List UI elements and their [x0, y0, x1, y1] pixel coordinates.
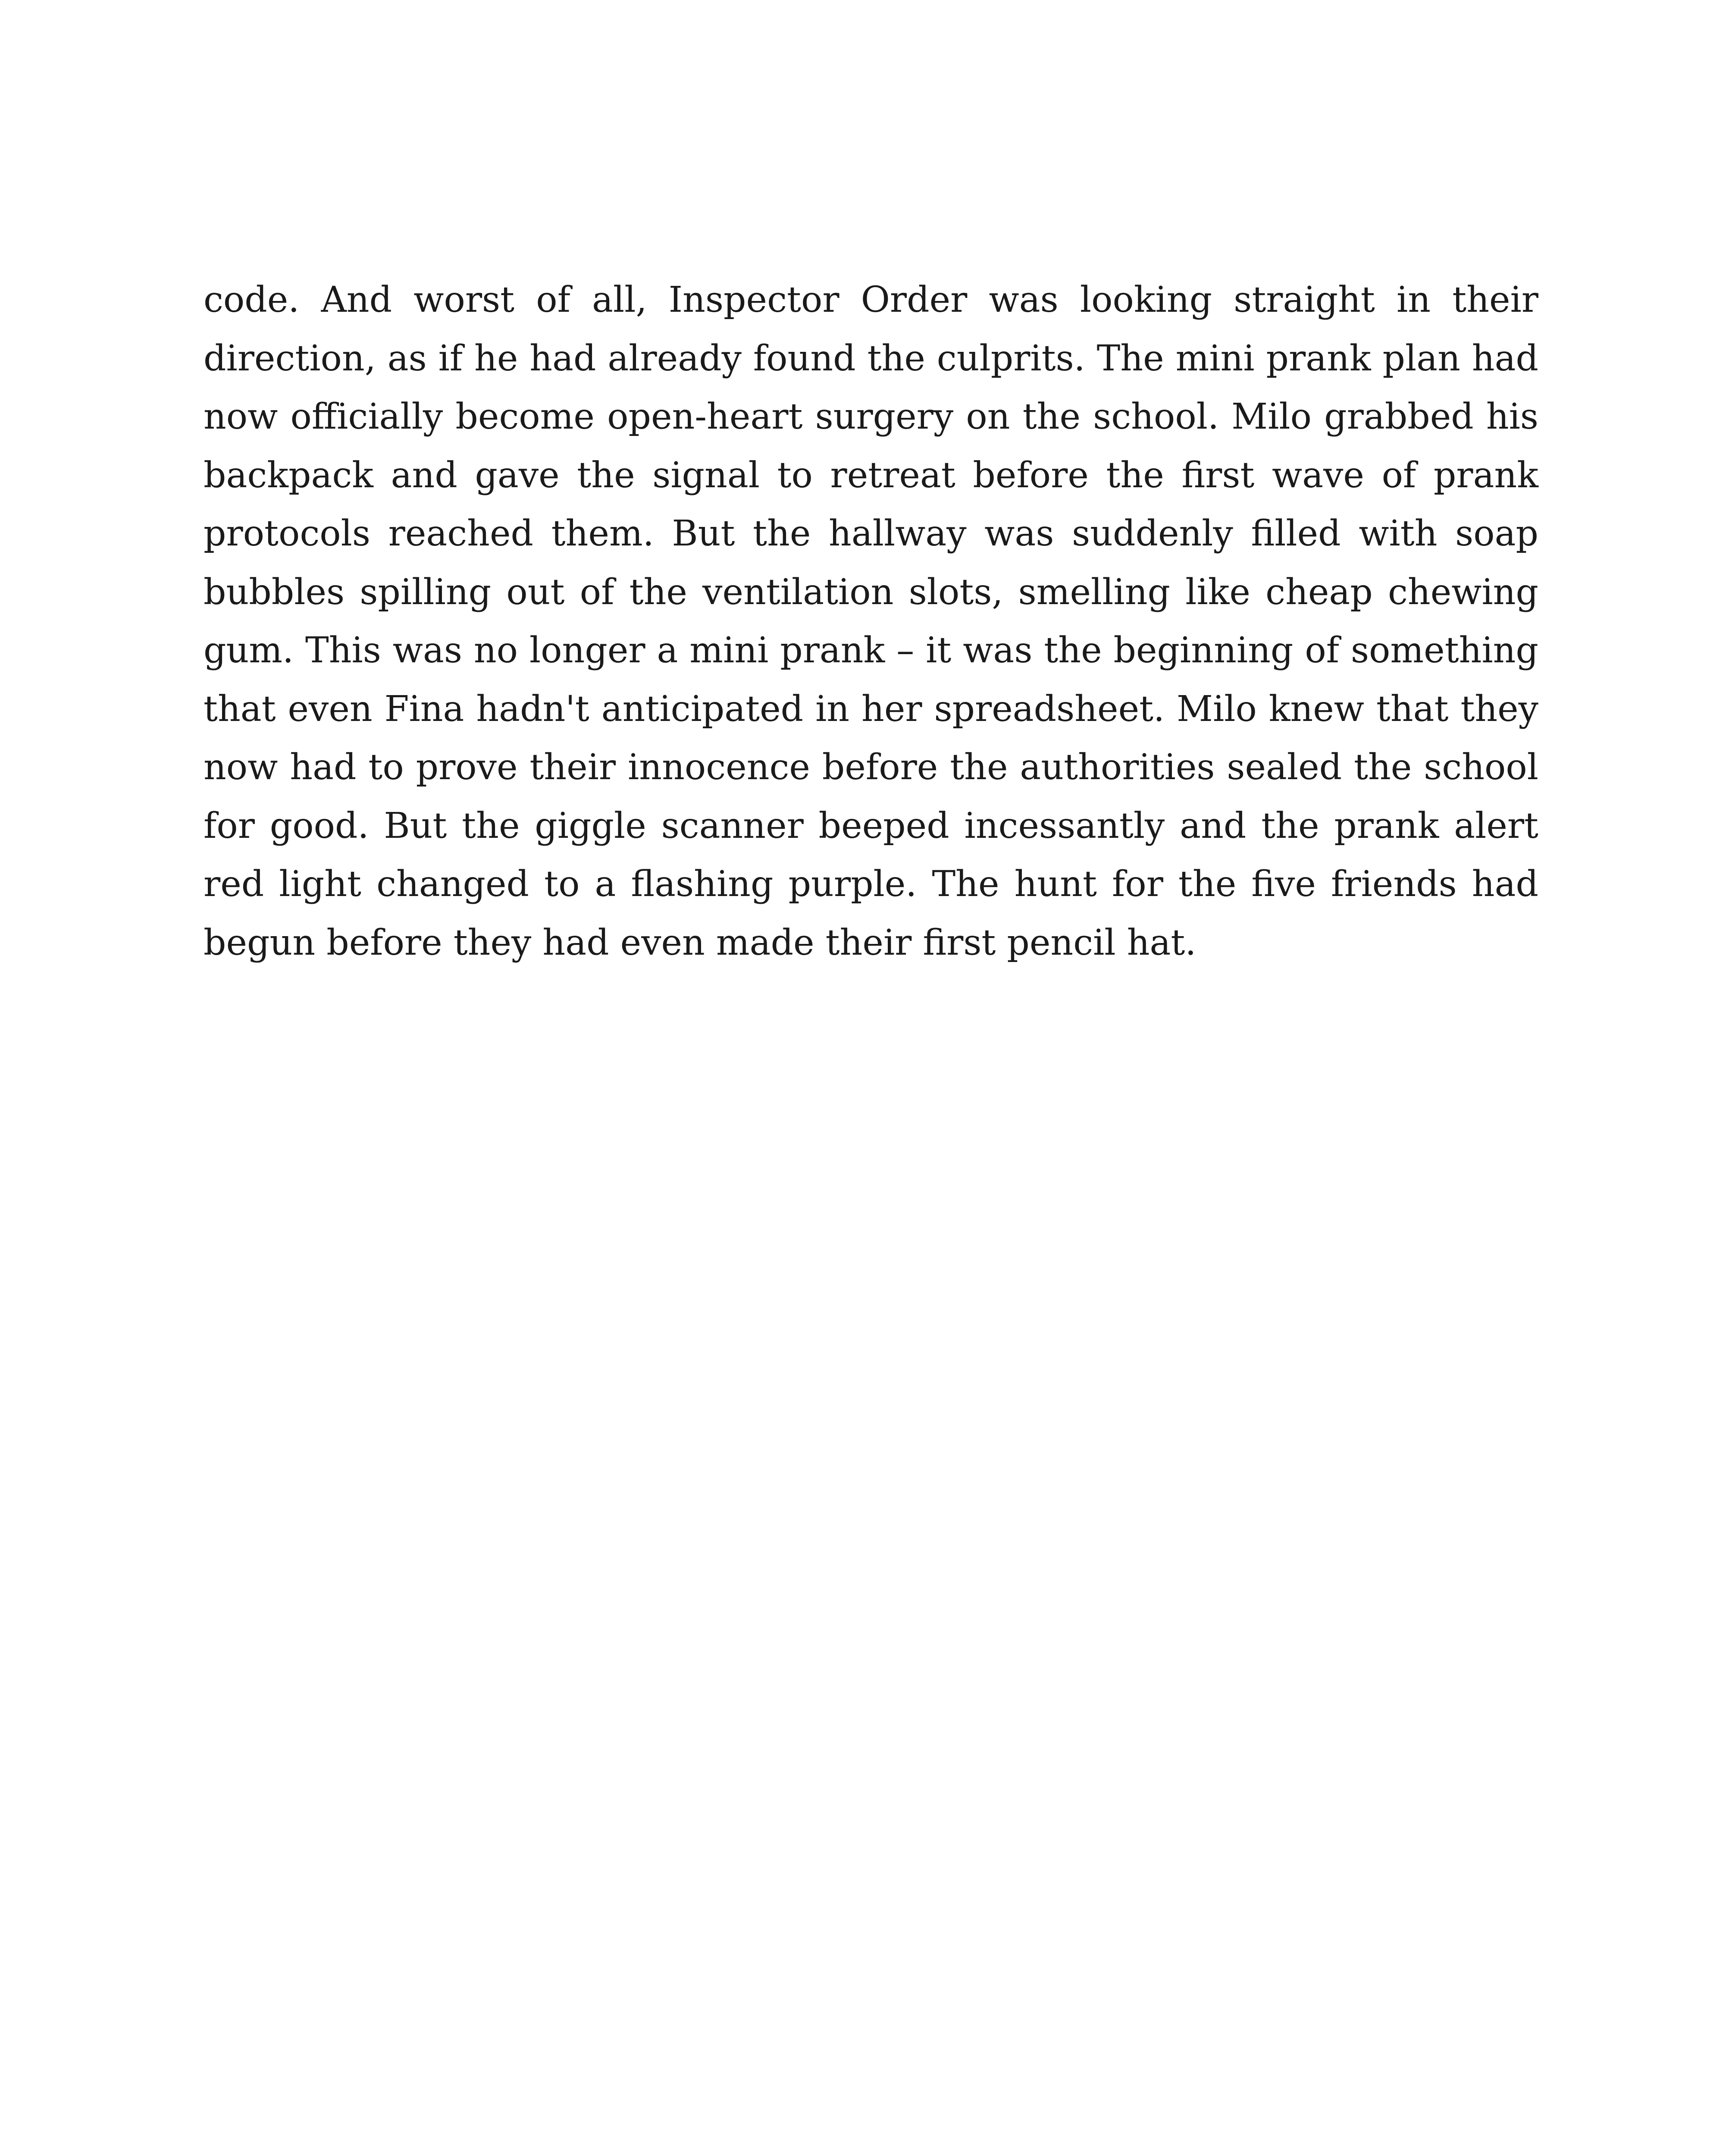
body-paragraph: code. And worst of all, Inspector Order was looking straight in their direction, as if he had already found the culprits. The mini prank plan had now officially become open-heart surgery on the school. Milo grabbed his backpack and gave the signal to retreat before the first wave of prank protocols reached them. But the hallway was suddenly filled with soap bubbles spilling out of the ventilation slots, smelling like cheap chewing gum. This was no longer a mini prank – it was the beginning of something that even Fina hadn't anticipated in her spreadsheet. Milo knew that they now had to prove their innocence before the authorities sealed the school for good. But the giggle scanner beeped incessantly and the prank alert red light changed to a flashing purple. The hunt for the five friends had begun before they had even made their first pencil hat. [204, 279, 1538, 963]
